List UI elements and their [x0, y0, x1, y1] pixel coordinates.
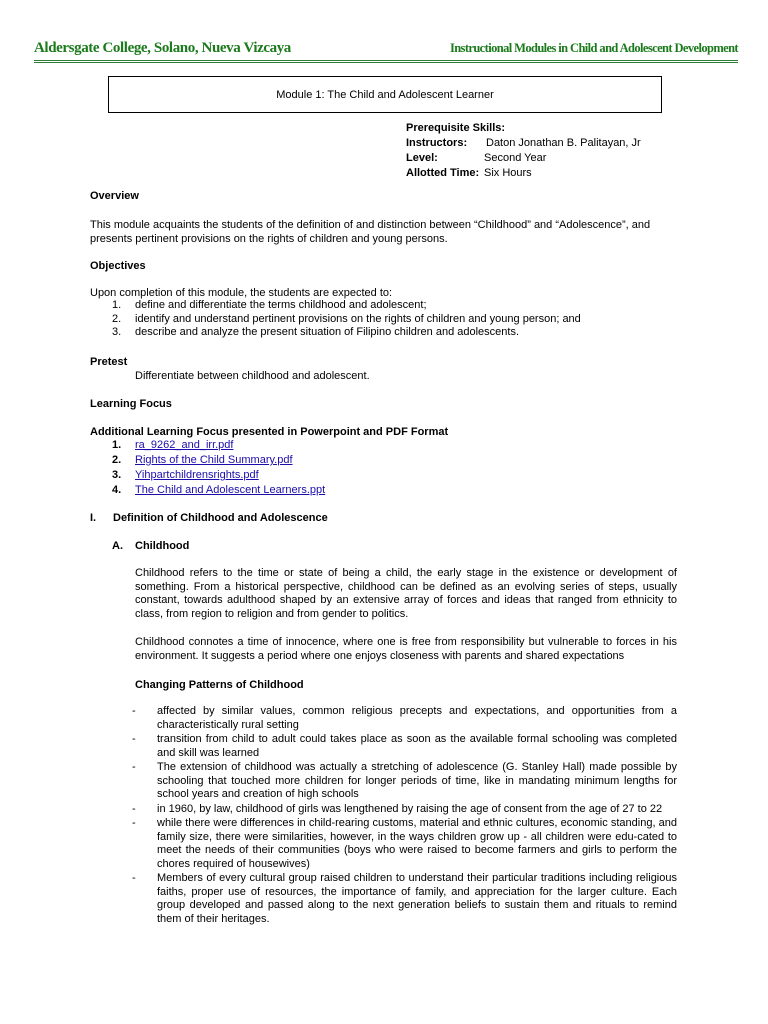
list-item: 3. Yihpartchildrensrights.pdf — [112, 469, 259, 481]
file-link-ra-9262[interactable]: ra_9262_and_irr.pdf — [135, 439, 234, 451]
resource-file-list — [112, 438, 325, 498]
list-item: - while there were differences in child-rearing customs, material and ethnic cultures, economic standing, and family size, there were similarities, however, in the ways children grow up - all children were edu-cated to meet the needs of their communities (boys who were raised to become farmers and girls to perform the chores required of housewives) — [132, 817, 677, 870]
additional-focus-heading: Additional Learning Focus presented in Powerpoint and PDF Format — [90, 426, 449, 438]
subsection-a-letter: A. — [112, 540, 123, 552]
file-link-rights-summary[interactable]: Rights of the Child Summary.pdf — [135, 454, 293, 466]
pretest-text: Differentiate between childhood and adolescent. — [135, 370, 370, 382]
list-item: 2. identify and understand pertinent provisions on the rights of children and young person; and — [112, 312, 581, 325]
learning-focus-heading: Learning Focus — [90, 398, 172, 410]
section-1-heading — [90, 512, 678, 526]
list-item: 2. Rights of the Child Summary.pdf — [112, 454, 293, 466]
level-value: Second Year — [484, 152, 547, 164]
childhood-paragraph-1: Childhood refers to the time or state of being a child, the early stage in the existence or development of something. From a historical perspective, childhood can be defined as an evolving series of steps, usually constant, towards adulthood shaped by an extensive array of forces and ideas that ranged from ethnicity to class, from region to religion and from gender to politics. — [135, 567, 677, 620]
allotted-time-label: Allotted Time: — [406, 167, 480, 179]
list-item: 1. ra_9262_and_irr.pdf — [112, 439, 234, 451]
list-item: - affected by similar values, common religious precepts and expectations, and opportunities from a characteristically rural setting — [132, 705, 677, 731]
file-link-learners-ppt[interactable]: The Child and Adolescent Learners.ppt — [135, 484, 326, 496]
overview-text — [90, 219, 698, 246]
allotted-time-value: Six Hours — [484, 167, 532, 179]
prerequisite-info — [406, 121, 641, 181]
list-item: 1. define and differentiate the terms childhood and adolescent; — [112, 299, 427, 311]
section-1-number: I. — [90, 512, 97, 524]
objectives-list — [112, 299, 581, 340]
header-school: Aldersgate College, Solano, Nueva Vizcaya — [34, 40, 291, 56]
prereq-skills-label: Prerequisite Skills: — [406, 122, 506, 134]
file-link-yihpart[interactable]: Yihpartchildrensrights.pdf — [135, 469, 259, 481]
list-item: - in 1960, by law, childhood of girls was lengthened by raising the age of consent from the age of 27 to 22 — [132, 802, 663, 815]
module-title-box — [108, 76, 662, 113]
list-item: 3. describe and analyze the present situation of Filipino children and adolescents. — [112, 326, 520, 338]
section-1-title: Definition of Childhood and Adolescence — [113, 512, 328, 524]
subsection-a-title: Childhood — [135, 540, 190, 552]
page-header — [34, 40, 738, 63]
list-item: - Members of every cultural group raised children to understand their particular traditions including religious faiths, proper use of resources, the importance of family, and appreciation for the larger culture. Each group developed and passed along to the next generation beliefs to sustain them and rituals to remind them of their heritages. — [132, 872, 677, 925]
overview-line-1: This module acquaints the students of the definition of and distinction between “Childhood” and “Adolescence”, and — [90, 219, 651, 231]
objectives-intro: Upon completion of this module, the students are expected to: — [90, 287, 393, 299]
list-item: - The extension of childhood was actually a stretching of adolescence (G. Stanley Hall) made possible by schooling that touched more children for longer periods of time, like in mandating minimum lengths for school years and creation of high schools — [132, 761, 677, 800]
instructors-label: Instructors: — [406, 137, 468, 149]
module-title: Module 1: The Child and Adolescent Learner — [276, 88, 494, 101]
instructors-value: Daton Jonathan B. Palitayan, Jr — [486, 137, 641, 149]
objectives-heading: Objectives — [90, 260, 146, 272]
pretest-heading: Pretest — [90, 356, 128, 368]
childhood-paragraph-2: Childhood connotes a time of innocence, where one is free from responsibility but vulnerable to forces in his environment. It suggests a period where one enjoys closeness with parents and shared expectations — [135, 636, 677, 662]
level-label: Level: — [406, 152, 438, 164]
changing-patterns-heading: Changing Patterns of Childhood — [135, 679, 304, 691]
changing-patterns-list — [132, 705, 677, 927]
list-item: - transition from child to adult could takes place as soon as the available formal schooling was completed and skill was learned — [132, 733, 677, 759]
overview-line-2: presents pertinent provisions on the rights of children and young persons. — [90, 232, 448, 245]
list-item: 4. The Child and Adolescent Learners.ppt — [112, 484, 326, 496]
subsection-a-heading — [112, 540, 678, 554]
header-module-series: Instructional Modules in Child and Adolescent Development — [449, 41, 738, 55]
overview-heading: Overview — [90, 190, 139, 202]
